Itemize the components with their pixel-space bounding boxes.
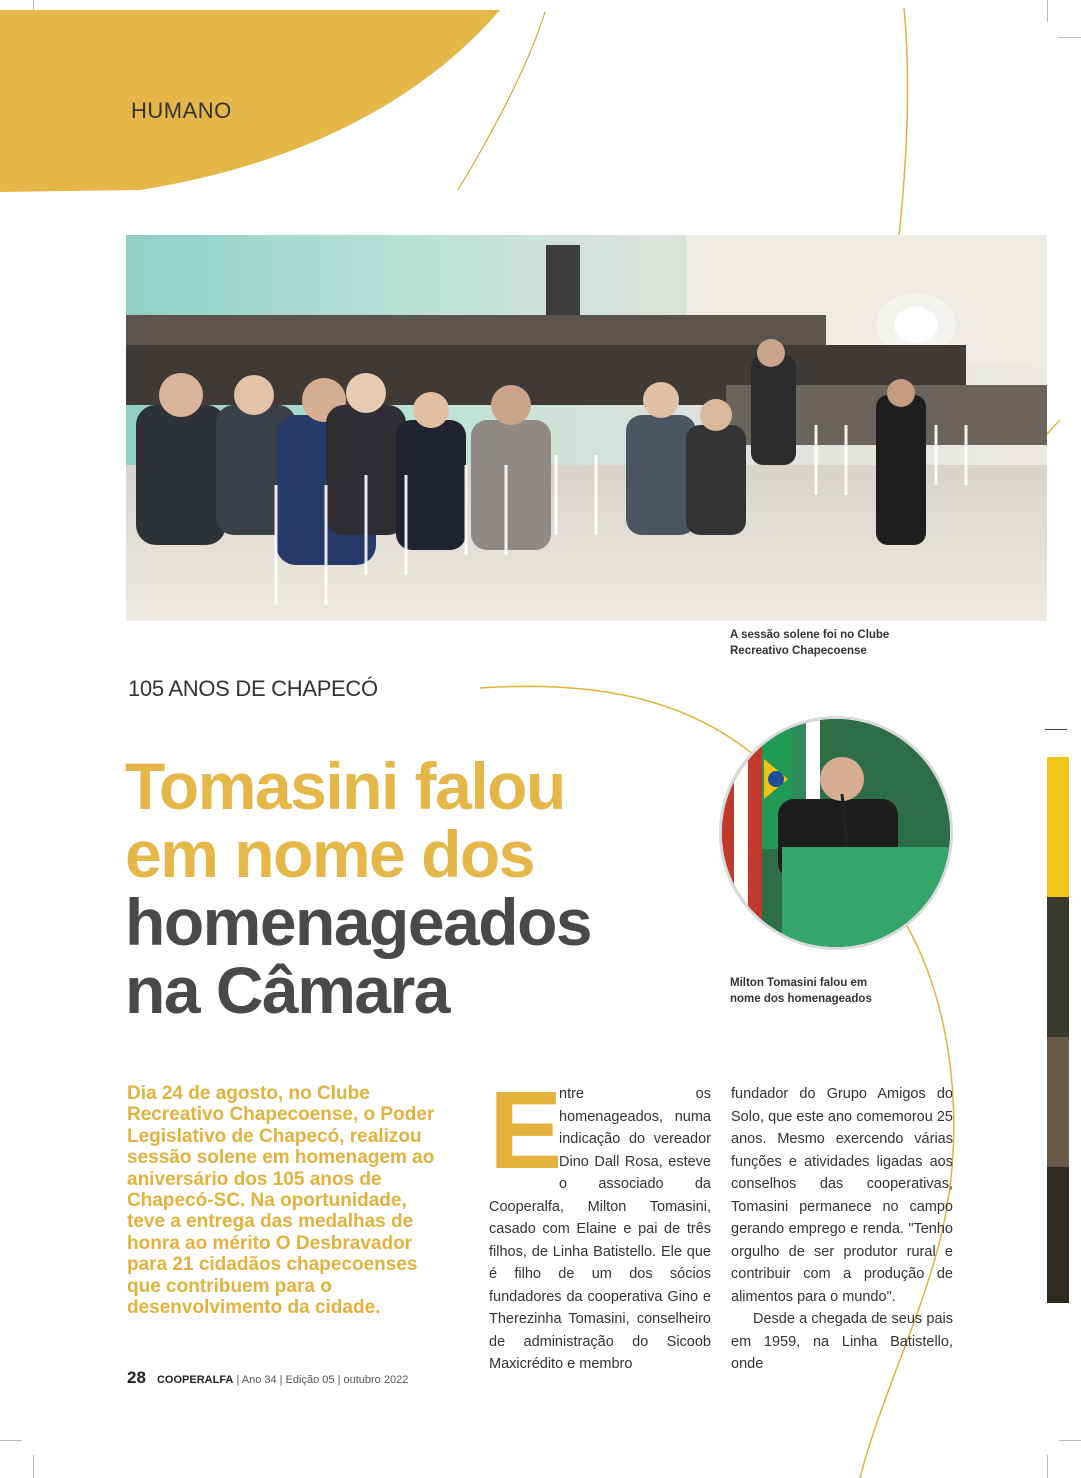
body-column-2 xyxy=(731,1083,953,1376)
headline xyxy=(125,749,685,1027)
photo-caption: A sessão solene foi no Clube Recreativo Chapecoense xyxy=(730,629,890,657)
body-text: fundador do Grupo Amigos do Solo, que este ano comemorou 25 anos. Mesmo exercendo várias funções e atividades ligadas aos conselhos das cooperativas, Tomasini permanece no campo gerando emprego e renda. "Tenho orgulho de ser produtor rural e contribuir com a produção de alimentos para o mundo". xyxy=(731,1086,953,1305)
lead-paragraph: Dia 24 de agosto, no Clube Recreativo Chapecoense, o Poder Legislativo de Chapecó, realizou sessão solene em homenagem ao aniversário dos 105 anos de Chapecó-SC. Na oportunidade, teve a entrega das medalhas de honra ao mérito O Desbravador para 21 cidadãos chapecoenses que contribuem para o desenvolvimento da cidade. xyxy=(127,1083,435,1319)
magazine-name: COOPERALFA xyxy=(156,1374,234,1386)
portrait-caption: Milton Tomasini falou em nome dos homenageados xyxy=(730,977,872,1005)
headline-line: Tomasini falou xyxy=(125,749,565,823)
section-tag: HUMANO xyxy=(131,98,232,123)
headline-line: na Câmara xyxy=(125,953,450,1027)
page-footer xyxy=(127,1368,408,1388)
body-text: ntre os homenageados, numa indicação do vereador Dino Dall Rosa, esteve o associado da Cooperalfa, Milton Tomasini, casado com Elaine e pai de três filhos, de Linha Batistello. Ele que é filho de um dos sócios fundadores da cooperativa Gino e Therezinha Tomasini, conselheiro de administração do Sicoob Maxicrédito e membro xyxy=(489,1086,711,1372)
headline-line: homenageados xyxy=(125,885,592,959)
kicker: 105 ANOS DE CHAPECÓ xyxy=(128,676,378,701)
body-text: Desde a chegada de seus pais em 1959, na Linha Batistello, onde xyxy=(731,1311,953,1372)
headline-line: em nome dos xyxy=(125,817,534,891)
speaker-portrait xyxy=(719,716,953,950)
event-photo xyxy=(126,235,1047,621)
body-column-1 xyxy=(489,1069,711,1376)
issue-info: | Ano 34 | Edição 05 | outubro 2022 xyxy=(236,1374,409,1386)
drop-cap: E xyxy=(489,1069,563,1192)
edge-strip xyxy=(1047,757,1069,1303)
page-number: 28 xyxy=(127,1368,146,1387)
